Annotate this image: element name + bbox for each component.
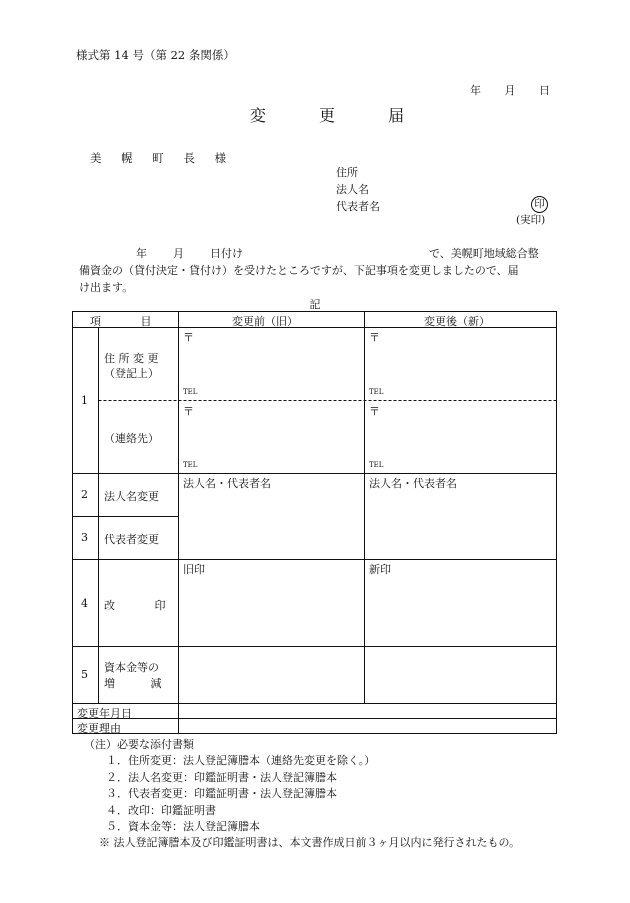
body-year: 年 xyxy=(136,247,147,260)
tel-before-1: TEL xyxy=(183,388,198,396)
change-reason-label: 変更理由 xyxy=(77,722,121,735)
corporation-name-label: 法人名 xyxy=(336,183,369,196)
body-line2: 備資金の（貸付決定・貸付け）を受けたところですが、下記事項を変更しましたので、届 xyxy=(79,264,519,277)
row5-number: 5 xyxy=(81,668,88,681)
tel-after-1: TEL xyxy=(369,388,384,396)
document-title: 変 更 届 xyxy=(249,106,429,125)
change-date-label: 変更年月日 xyxy=(77,707,132,720)
header-item: 項 目 xyxy=(90,315,170,328)
body-day: 日付け xyxy=(210,247,243,260)
row2-number: 2 xyxy=(81,488,88,501)
postal-before-2: 〒 xyxy=(183,405,194,418)
postal-after-1: 〒 xyxy=(369,331,380,344)
postal-before-1: 〒 xyxy=(183,331,194,344)
tel-before-2: TEL xyxy=(183,461,198,469)
row1-label-c: （連絡先） xyxy=(104,432,159,445)
record-label: 記 xyxy=(309,298,321,311)
body-month: 月 xyxy=(173,247,184,260)
notes-section xyxy=(84,737,520,852)
seal-mark: 印 xyxy=(531,196,548,213)
row5-label-b: 増 減 xyxy=(104,677,178,690)
row3-label: 代表者変更 xyxy=(104,533,159,546)
note-item: ３．代表者変更：印鑑証明書・法人登記簿謄本 xyxy=(106,787,337,801)
postal-after-2: 〒 xyxy=(369,405,380,418)
row2-before: 法人名・代表者名 xyxy=(183,477,271,490)
row1-number: 1 xyxy=(81,394,88,407)
form-number: 様式第 14 号（第 22 条関係） xyxy=(76,48,235,62)
note-item: １．住所変更：法人登記簿謄本（連絡先変更を除く。） xyxy=(106,754,376,768)
seal-note: (実印) xyxy=(516,214,546,226)
row4-before: 旧印 xyxy=(183,563,205,576)
row5-label-a: 資本金等の xyxy=(104,661,159,674)
row1-label-b: （登記上） xyxy=(104,367,159,380)
addressee: 美 幌 町 長 様 xyxy=(90,151,235,165)
submission-date: 年 月 日 xyxy=(470,84,550,97)
body-line1-end: で、美幌町地域総合整 xyxy=(429,247,539,260)
row4-after: 新印 xyxy=(369,563,391,576)
tel-after-2: TEL xyxy=(369,461,384,469)
header-before: 変更前（旧） xyxy=(232,315,298,328)
row1-label-a: 住 所 変 更 xyxy=(104,352,159,365)
note-remark: ※ 法人登記簿謄本及び印鑑証明書は、本文書作成日前３ヶ月以内に発行されたもの。 xyxy=(99,836,521,850)
header-after: 変更後（新） xyxy=(424,315,490,328)
representative-label: 代表者名 xyxy=(336,200,380,213)
notes-heading: （注）必要な添付書類 xyxy=(84,738,194,751)
address-label: 住所 xyxy=(336,166,358,179)
row4-number: 4 xyxy=(81,597,88,610)
row2-after: 法人名・代表者名 xyxy=(369,477,457,490)
note-item: ４．改印：印鑑証明書 xyxy=(106,803,216,817)
row2-label: 法人名変更 xyxy=(104,490,159,503)
row3-number: 3 xyxy=(81,531,88,544)
note-item: ２．法人名変更：印鑑証明書・法人登記簿謄本 xyxy=(106,770,337,784)
body-line3: け出ます。 xyxy=(79,281,134,294)
note-item: ５．資本金等：法人登記簿謄本 xyxy=(106,820,260,834)
row4-label: 改 印 xyxy=(104,599,184,612)
